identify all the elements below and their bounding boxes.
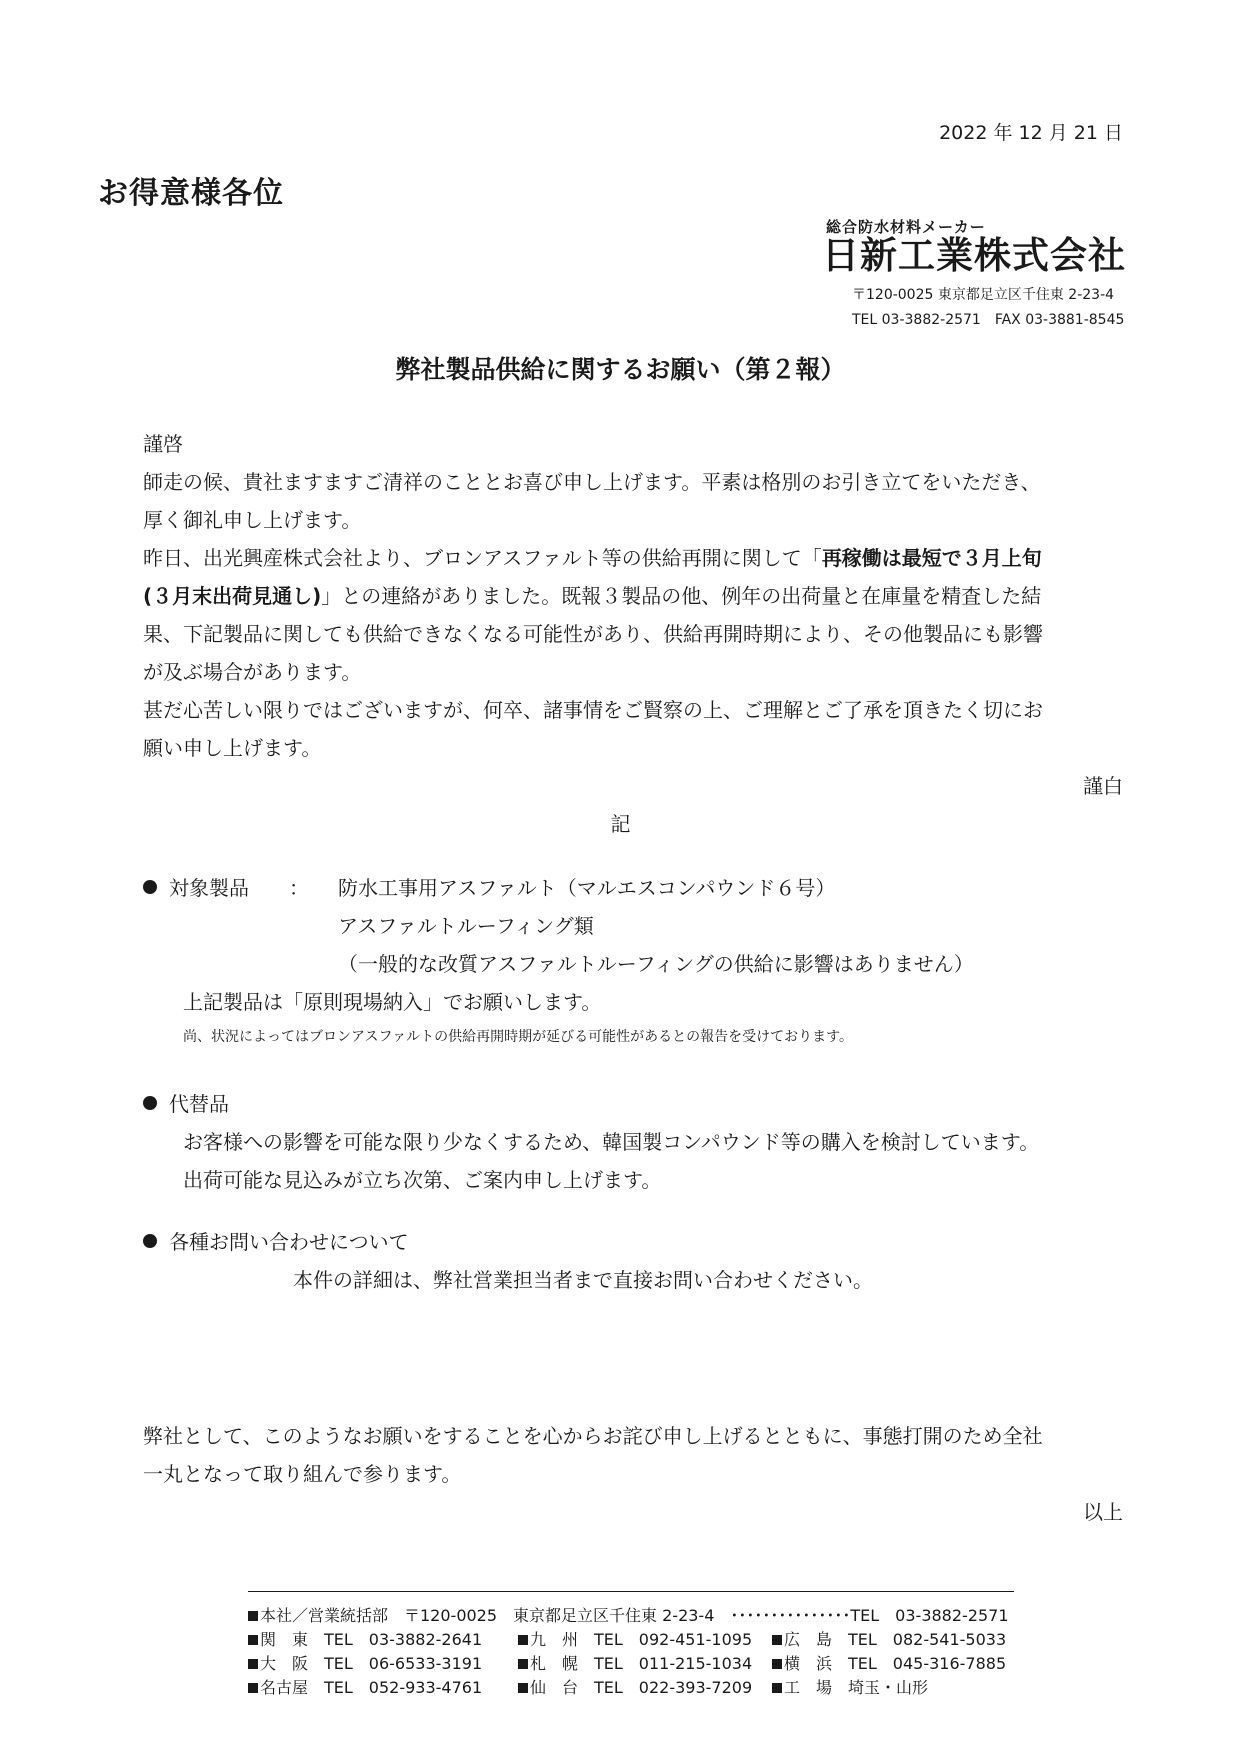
substitute-label: 代替品 bbox=[169, 1092, 229, 1116]
square-bullet-icon bbox=[248, 1635, 258, 1645]
branch-text: 大 阪 TEL 06-6533-3191 bbox=[260, 1654, 483, 1673]
delivery-note: 上記製品は「原則現場納入」でお願いします。 bbox=[183, 990, 602, 1014]
footer-branch bbox=[772, 1651, 1006, 1674]
square-bullet-icon bbox=[772, 1635, 782, 1645]
paragraph-line: 果、下記製品に関しても供給できなくなる可能性があり、供給再開時期により、その他製品にも影響 bbox=[143, 622, 1043, 646]
paragraph-line bbox=[143, 542, 1042, 571]
square-bullet-icon bbox=[772, 1683, 782, 1693]
footer-branch bbox=[518, 1651, 772, 1674]
footer-branch bbox=[518, 1675, 772, 1698]
products-label: 対象製品 ： bbox=[169, 876, 309, 900]
branch-text: 名古屋 TEL 052-933-4761 bbox=[260, 1678, 483, 1697]
branch-text: 関 東 TEL 03-3882-2641 bbox=[260, 1630, 483, 1649]
emphasis-text: 再稼働は最短で３月上旬 bbox=[821, 546, 1042, 570]
paragraph-line bbox=[143, 580, 1041, 609]
footer-branch bbox=[772, 1627, 1006, 1650]
products-item bbox=[143, 872, 309, 901]
substitute-line: お客様への影響を可能な限り少なくするため、韓国製コンパウンド等の購入を検討しています。 bbox=[183, 1130, 1040, 1154]
company-contact: TEL 03-3882-2571 FAX 03-3881-8545 bbox=[852, 312, 1125, 328]
greeting: 謹啓 bbox=[143, 432, 183, 456]
footer-hq-text: 本社／営業統括部 〒120-0025 東京都足立区千住東 2-23-4 ･･･････････････TEL 03-3882-2571 bbox=[260, 1606, 1009, 1625]
emphasis-text: (３月末出荷見通し) bbox=[143, 584, 322, 608]
square-bullet-icon bbox=[772, 1659, 782, 1669]
square-bullet-icon bbox=[518, 1683, 528, 1693]
document-title: 弊社製品供給に関するお願い（第２報） bbox=[395, 355, 846, 384]
footer-row bbox=[248, 1675, 928, 1698]
square-bullet-icon bbox=[248, 1683, 258, 1693]
branch-text: 九 州 TEL 092-451-1095 bbox=[530, 1630, 753, 1649]
footer-divider bbox=[248, 1591, 1014, 1592]
square-bullet-icon bbox=[248, 1659, 258, 1669]
paragraph-line: 甚だ心苦しい限りではございますが、何卒、諸事情をご賢察の上、ご理解とご了承を頂きたく切にお bbox=[143, 698, 1043, 722]
closing-line: 一丸となって取り組んで参ります。 bbox=[143, 1462, 462, 1486]
paragraph-text: 昨日、出光興産株式会社より、ブロンアスファルト等の供給再開に関して「 bbox=[143, 546, 822, 570]
paragraph-line: 厚く御礼申し上げます。 bbox=[143, 508, 362, 532]
footer-hq bbox=[248, 1603, 1009, 1626]
branch-text: 工 場 埼玉・山形 bbox=[784, 1678, 929, 1697]
footer-branch bbox=[248, 1651, 518, 1674]
footer-branch bbox=[248, 1675, 518, 1698]
footer-row bbox=[248, 1651, 1006, 1674]
closing-kinpaku: 謹白 bbox=[1083, 774, 1123, 798]
substitute-item bbox=[143, 1088, 229, 1117]
branch-text: 広 島 TEL 082-541-5033 bbox=[784, 1630, 1007, 1649]
footer-branch bbox=[518, 1627, 772, 1650]
inquiry-line: 本件の詳細は、弊社営業担当者まで直接お問い合わせください。 bbox=[293, 1268, 873, 1292]
product-line: アスファルトルーフィング類 bbox=[338, 914, 594, 938]
footer-branch bbox=[772, 1675, 928, 1698]
square-bullet-icon bbox=[518, 1635, 528, 1645]
paragraph-text: 」との連絡がありました。既報３製品の他、例年の出荷量と在庫量を精査した結 bbox=[321, 584, 1042, 608]
bullet-icon bbox=[143, 880, 157, 894]
substitute-line: 出荷可能な見込みが立ち次第、ご案内申し上げます。 bbox=[183, 1168, 662, 1192]
company-address: 〒120-0025 東京都足立区千住東 2-23-4 bbox=[852, 287, 1115, 303]
paragraph-line: 師走の候、貴社ますますご清祥のこととお喜び申し上げます。平素は格別のお引き立てをいただき、 bbox=[143, 470, 1041, 494]
branch-text: 仙 台 TEL 022-393-7209 bbox=[530, 1678, 753, 1697]
product-line: 防水工事用アスファルト（マルエスコンパウンド６号） bbox=[338, 876, 836, 900]
paragraph-line: 願い申し上げます。 bbox=[143, 736, 322, 760]
paragraph-line: が及ぶ場合があります。 bbox=[143, 660, 362, 684]
small-note: 尚、状況によってはブロンアスファルトの供給再開時期が延びる可能性があるとの報告を受けております。 bbox=[183, 1029, 854, 1045]
document-date: 2022 年 12 月 21 日 bbox=[939, 122, 1123, 144]
branch-text: 札 幌 TEL 011-215-1034 bbox=[530, 1654, 753, 1673]
bullet-icon bbox=[143, 1096, 157, 1110]
bullet-icon bbox=[143, 1234, 157, 1248]
closing-line: 弊社として、このようなお願いをすることを心からお詫び申し上げるとともに、事態打開のため全社 bbox=[143, 1424, 1043, 1448]
inquiry-item bbox=[143, 1226, 409, 1255]
product-line: （一般的な改質アスファルトルーフィングの供給に影響はありません） bbox=[338, 952, 974, 976]
footer-row bbox=[248, 1627, 1006, 1650]
footer-branch bbox=[248, 1627, 518, 1650]
company-logo-name: 日新工業株式会社 bbox=[822, 234, 1126, 277]
ki-heading: 記 bbox=[610, 812, 631, 836]
company-tagline: 総合防水材料メーカー bbox=[826, 218, 986, 236]
recipient-heading: お得意様各位 bbox=[98, 176, 284, 211]
inquiry-label: 各種お問い合わせについて bbox=[169, 1230, 409, 1254]
square-bullet-icon bbox=[248, 1611, 258, 1621]
branch-text: 横 浜 TEL 045-316-7885 bbox=[784, 1654, 1007, 1673]
square-bullet-icon bbox=[518, 1659, 528, 1669]
closing-ijou: 以上 bbox=[1083, 1500, 1123, 1524]
